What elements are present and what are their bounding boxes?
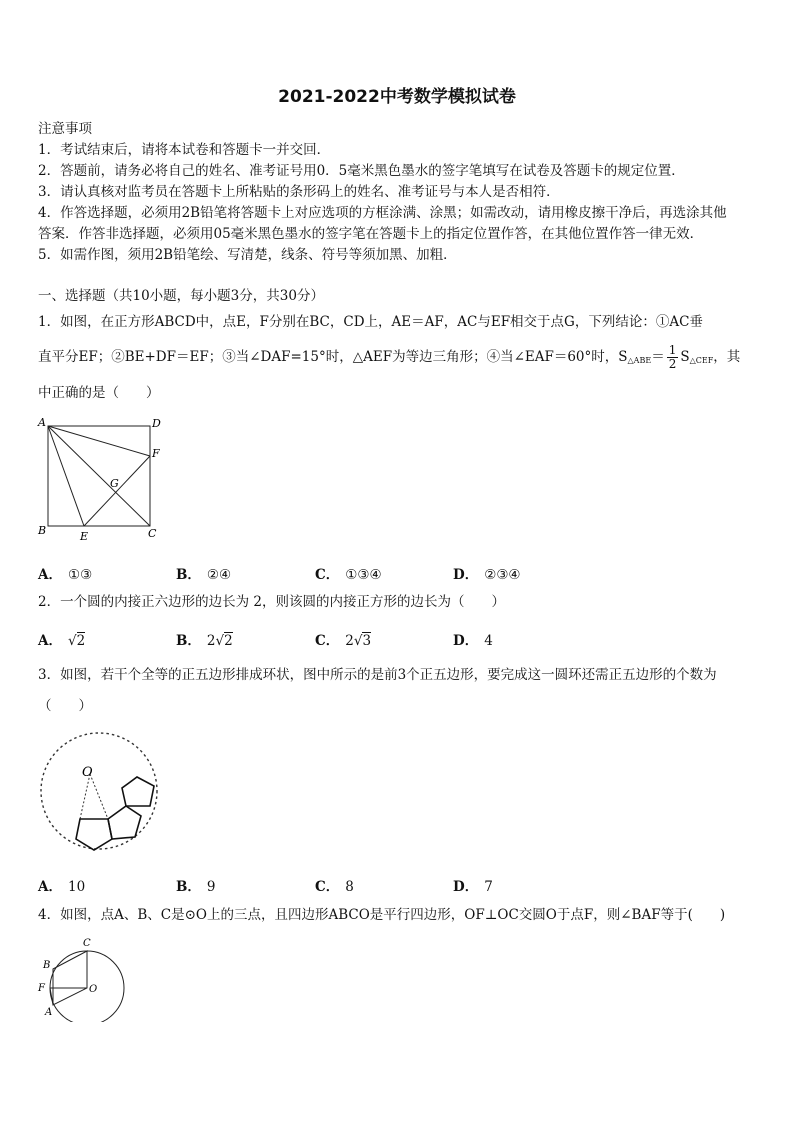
label-f: F bbox=[38, 983, 45, 994]
q3-text: （ ） bbox=[38, 698, 92, 714]
q1-option-a[interactable]: A． ①③ bbox=[38, 567, 93, 583]
q1-option-d[interactable]: D． ②③④ bbox=[453, 567, 521, 583]
label-a: A bbox=[45, 1007, 53, 1018]
q2-text: 2．一个圆的内接正六边形的边长为 2，则该圆的内接正方形的边长为（ ） bbox=[38, 594, 505, 610]
exam-title: 2021-2022中考数学模拟试卷 bbox=[278, 87, 516, 107]
label-b: B bbox=[38, 524, 47, 537]
q3-option-c[interactable]: C． 8 bbox=[315, 879, 354, 895]
q4-text: 4．如图，点A、B、C是⊙O上的三点，且四边形ABCO是平行四边形，OF⊥OC交圆O于点F，则∠BAF等于( ) bbox=[38, 907, 726, 923]
q1-text-line2: 直平分EF；②BE+DF＝EF；③当∠DAF=15°时，△AEF为等边三角形；④当∠EAF＝60°时，$S_{\triangle ABE}=$ $\frac{1}{2}$ $S_{\triangle CEF}$，其 bbox=[38, 343, 741, 371]
label-b: B bbox=[43, 960, 51, 971]
q4-circle-figure bbox=[34, 932, 134, 1022]
q3-option-a[interactable]: A． 10 bbox=[38, 879, 86, 895]
q3-text: 3．如图，若干个全等的正五边形排成环状，图中所示的是前3个正五边形，要完成这一圆环还需正五边形的个数为 bbox=[38, 667, 717, 683]
q1-option-b[interactable]: B． ②④ bbox=[176, 567, 232, 583]
q3-pentagon-ring-figure bbox=[34, 726, 174, 861]
q2-option-d[interactable]: D． 4 bbox=[453, 633, 493, 649]
label-d: D bbox=[152, 417, 161, 430]
q1-text: 1．如图，在正方形ABCD中，点E，F分别在BC，CD上，AE＝AF，AC与EF相交于点G，下列结论：①AC垂 bbox=[38, 314, 703, 330]
label-f: F bbox=[152, 447, 160, 460]
q3-option-d[interactable]: D． 7 bbox=[453, 879, 493, 895]
fraction-one-half: $\frac{1}{2}$ bbox=[668, 343, 677, 371]
q1-text: 中正确的是（ ） bbox=[38, 385, 160, 401]
notice-item: 4．作答选择题，必须用2B铅笔将答题卡上对应选项的方框涂满、涂黑；如需改动，请用橡皮擦干净后，再选涂其他 bbox=[38, 205, 727, 221]
q3-option-b[interactable]: B． 9 bbox=[176, 879, 216, 895]
notice-item: 5．如需作图，须用2B铅笔绘、写清楚，线条、符号等须加黑、加粗． bbox=[38, 247, 457, 263]
label-c: C bbox=[148, 527, 157, 540]
label-a: A bbox=[38, 416, 46, 429]
label-e: E bbox=[80, 530, 89, 543]
q1-square-figure bbox=[32, 412, 172, 547]
notice-item: 2．答题前，请务必将自己的姓名、准考证号用0．5毫米黑色墨水的签字笔填写在试卷及答题卡的规定位置． bbox=[38, 163, 685, 179]
notice-item: 答案．作答非选择题，必须用05毫米黑色墨水的签字笔在答题卡上的指定位置作答，在其他位置作答一律无效． bbox=[38, 226, 704, 242]
q2-option-c[interactable]: C． 2√3 bbox=[315, 633, 372, 649]
label-c: C bbox=[83, 938, 91, 949]
q2-option-b[interactable]: B． 2√2 bbox=[176, 633, 233, 649]
section-heading: 一、选择题（共10小题，每小题3分，共30分） bbox=[38, 288, 324, 304]
notice-heading: 注意事项 bbox=[38, 121, 92, 137]
label-o: O bbox=[82, 765, 93, 780]
notice-item: 3．请认真核对监考员在答题卡上所粘贴的条形码上的姓名、准考证号与本人是否相符． bbox=[38, 184, 560, 200]
q2-option-a[interactable]: A． √2 bbox=[38, 633, 86, 649]
label-g: G bbox=[110, 477, 119, 490]
q1-option-c[interactable]: C． ①③④ bbox=[315, 567, 382, 583]
notice-item: 1．考试结束后，请将本试卷和答题卡一并交回． bbox=[38, 142, 331, 158]
label-o: O bbox=[89, 984, 98, 995]
